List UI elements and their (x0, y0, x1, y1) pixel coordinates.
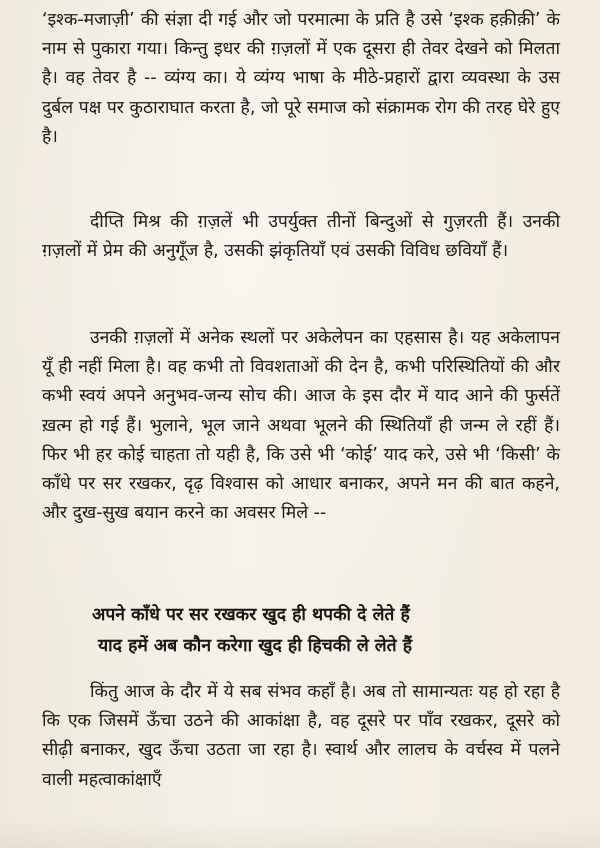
text-block-deepti (42, 208, 560, 266)
couplet (92, 600, 532, 662)
paragraph-satire: ‘इश्क-मजाज़ी’ की संज्ञा दी गई और जो परमात्मा के प्रति है उसे ‘इश्क हक़ीक़ी’ के नाम से पुकारा गया। किन्तु इधर की ग़ज़लों में एक दूसरा ही तेवर देखने को मिलता है। वह तेवर है -- व्यंग्य का। ये व्यंग्य भाषा के मीठे-प्रहारों द्वारा व्यवस्था के उस दुर्बल पक्ष पर कुठाराघात करता है, जो पूरे समाज को संक्रामक रोग की तरह घेरे हुए है। (42, 10, 560, 147)
paragraph-ambition: किंतु आज के दौर में ये सब संभव कहाँ है। अब तो सामान्यतः यह हो रहा है कि एक जिसमें ऊँचा उठने की आकांक्षा है, वह दूसरे पर पाँव रखकर, दूसरे को सीढ़ी बनाकर, खुद ऊँचा उठता जा रहा है। स्वार्थ और लालच के वर्चस्व में पलने वाली महत्वाकांक्षाएँ (42, 682, 560, 790)
text-block-ambition (42, 678, 560, 795)
paragraph-deepti-mishra: दीप्ति मिश्र की ग़ज़लें भी उपर्युक्त तीनों बिन्दुओं से गुज़रती हैं। उनकी ग़ज़लों में प्रेम की अनुगूँज है, उसकी झंकृतियाँ एवं उसकी विविध छवियाँ हैं। (42, 212, 560, 262)
paragraph-loneliness: उनकी ग़ज़लों में अनेक स्थलों पर अकेलेपन का एहसास है। यह अकेलापन यूँ ही नहीं मिला है। वह कभी तो विवशताओं की देन है, कभी परिस्थितियों की और कभी स्वयं अपने अनुभव-जन्य सोच की। आज के इस दौर में याद आने की फुर्सतें ख़त्म हो गई हैं। भुलाने, भूल जाने अथवा भूलने की स्थितियाँ ही जन्म ले रहीं हैं। फिर भी हर कोई चाहता तो यही है, कि उसे भी ‘कोई’ याद करे, उसे भी ‘किसी’ के काँधे पर सर रखकर, दृढ़ विश्वास को आधार बनाकर, अपने मन की बात कहने, और दुख-सुख बयान करने का अवसर मिले -- (42, 328, 560, 524)
page-shadow (0, 820, 600, 848)
text-block-loneliness (42, 324, 560, 528)
text-block-top (42, 6, 560, 152)
couplet-line-1: अपने काँधे पर सर रखकर खुद ही थपकी दे लेते हैं (92, 605, 410, 625)
couplet-line-2: याद हमें अब कौन करेगा खुद ही हिचकी ले लेते हैं (98, 636, 413, 656)
